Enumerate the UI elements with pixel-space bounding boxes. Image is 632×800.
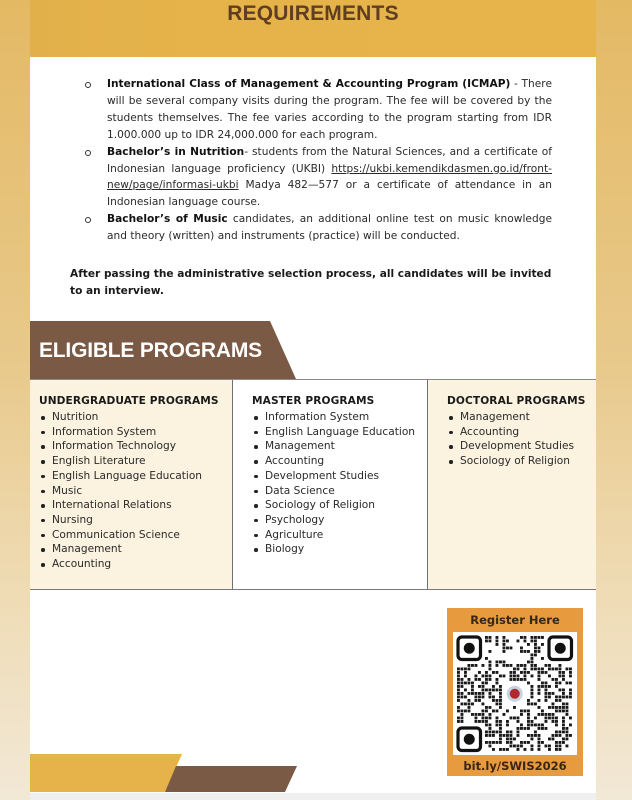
register-url[interactable]: bit.ly/SWIS2026	[463, 759, 567, 773]
list-item: Psychology	[252, 513, 427, 528]
requirements-list	[82, 76, 552, 245]
program-list	[252, 410, 427, 557]
program-list	[447, 410, 596, 469]
list-item: Biology	[252, 542, 427, 557]
list-item: Information System	[39, 425, 232, 440]
list-item: Nursing	[39, 513, 232, 528]
qr-code-graphic	[453, 632, 577, 755]
list-item: Accounting	[447, 425, 596, 440]
list-item: English Language Education	[252, 425, 427, 440]
qr-code-icon[interactable]	[453, 632, 577, 755]
list-item: English Literature	[39, 454, 232, 469]
column-title: DOCTORAL PROGRAMS	[447, 395, 586, 407]
requirement-text: - There will be several company visits during the program. The fee will be covered by the students themselves. The fee varies according to the program starting from IDR 1.000.000 up to IDR 24,000.000 for each program.	[107, 78, 552, 141]
program-list	[39, 410, 232, 572]
interview-note: After passing the administrative selection process, all candidates will be invited to an interview.	[70, 268, 552, 297]
list-item: Management	[447, 410, 596, 425]
page-title: REQUIREMENTS	[227, 2, 399, 25]
list-item: Information System	[252, 410, 427, 425]
list-item: Sociology of Religion	[252, 498, 427, 513]
list-item: Communication Science	[39, 528, 232, 543]
header-band	[30, 0, 596, 57]
list-item: English Language Education	[39, 469, 232, 484]
list-item: Accounting	[252, 454, 427, 469]
footer-decoration	[30, 754, 330, 794]
requirement-item-music	[82, 211, 552, 245]
master-column	[232, 380, 428, 589]
programs-table	[30, 379, 596, 590]
hollow-bullet-icon	[85, 82, 91, 88]
requirement-heading: International Class of Management & Accounting Program (ICMAP)	[107, 78, 511, 90]
list-item: Sociology of Religion	[447, 454, 596, 469]
list-item: Data Science	[252, 484, 427, 499]
qr-finder-dot	[555, 643, 566, 654]
qr-finder-dot	[464, 734, 475, 745]
undergraduate-column	[30, 380, 232, 589]
list-item: Development Studies	[252, 469, 427, 484]
list-item: International Relations	[39, 498, 232, 513]
hollow-bullet-icon	[85, 150, 91, 156]
requirement-text: candidates, an additional online test on music knowledge and theory (written) and instruments (practice) will be conducted.	[107, 213, 552, 243]
ukbi-link[interactable]: https://ukbi.kemendikdasmen.go.id/front-new/page/informasi-ukbi	[107, 162, 552, 192]
column-title: UNDERGRADUATE PROGRAMS	[39, 395, 219, 407]
register-card[interactable]	[447, 608, 583, 776]
requirement-heading: Bachelor’s in Nutrition	[107, 145, 245, 158]
register-label: Register Here	[470, 613, 560, 627]
flyer-panel	[30, 0, 596, 800]
qr-finder-dot	[464, 643, 475, 654]
list-item: Development Studies	[447, 439, 596, 454]
footer-gold-shape	[30, 754, 182, 792]
list-item: Accounting	[39, 557, 232, 572]
eligible-programs-banner	[30, 321, 296, 379]
footer-strip	[30, 793, 596, 800]
requirement-heading: Bachelor’s of Music	[107, 213, 228, 226]
list-item: Music	[39, 484, 232, 499]
requirement-item-nutrition	[82, 144, 552, 212]
requirement-text: - students from the Natural Sciences, and a certificate of Indonesian language proficiency (UKBI)	[107, 145, 552, 175]
doctoral-column	[428, 380, 596, 589]
list-item: Management	[39, 542, 232, 557]
column-title: MASTER PROGRAMS	[252, 395, 375, 407]
list-item: Nutrition	[39, 410, 232, 425]
requirement-item-icmap	[82, 76, 552, 144]
list-item: Agriculture	[252, 528, 427, 543]
requirement-text-after: Madya 482—577 or a certificate of attendance in an Indonesian language course.	[107, 179, 552, 209]
hollow-bullet-icon	[85, 217, 91, 223]
list-item: Information Technology	[39, 439, 232, 454]
list-item: Management	[252, 439, 427, 454]
section-title: ELIGIBLE PROGRAMS	[39, 339, 262, 362]
qr-logo-emblem	[510, 689, 520, 699]
footer-brown-shape	[165, 766, 297, 792]
